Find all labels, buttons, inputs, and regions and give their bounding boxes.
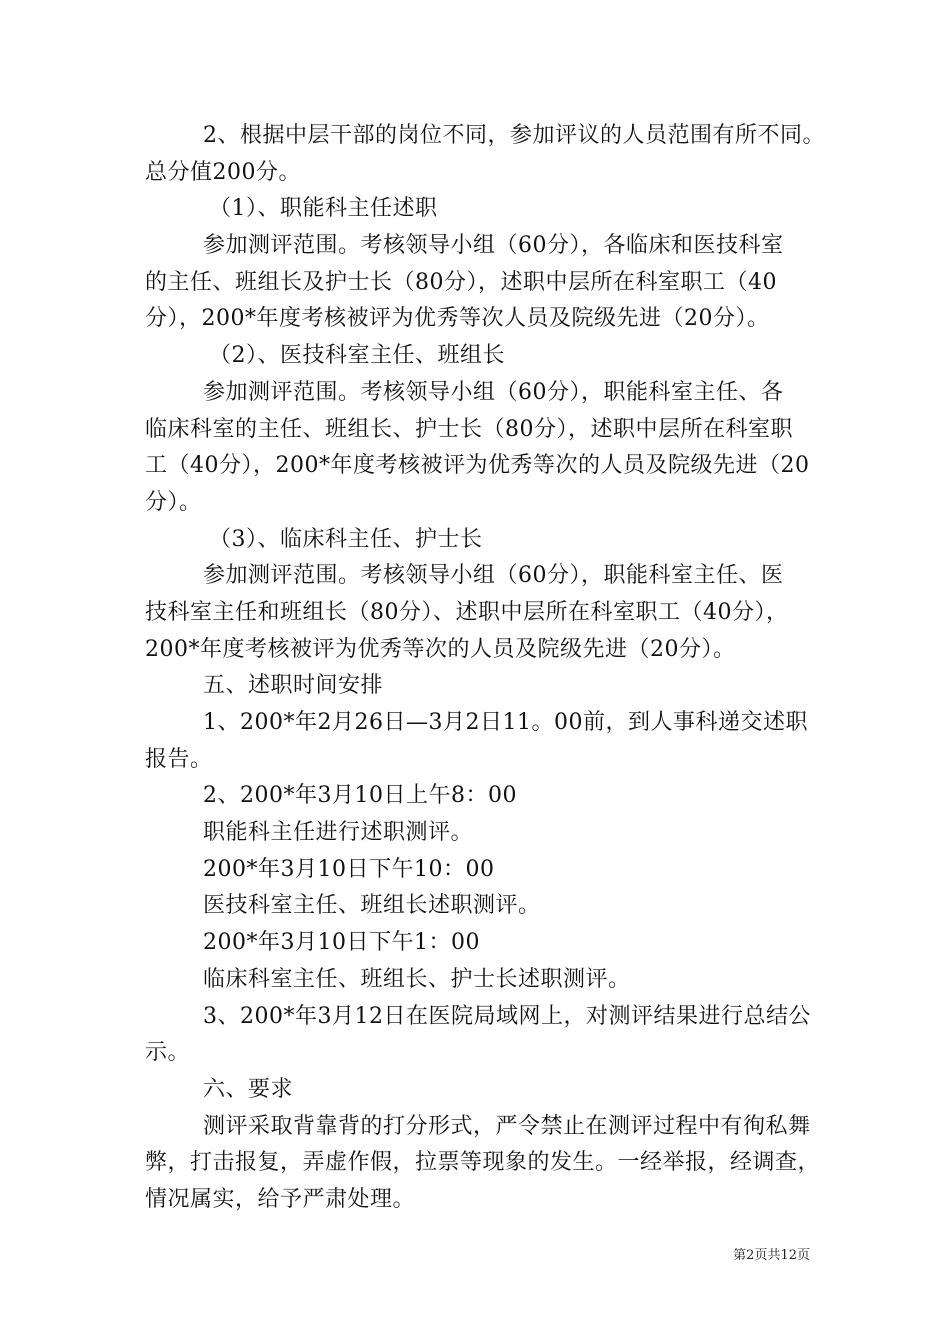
section-heading: 六、要求: [203, 1076, 294, 1102]
paragraph-line: 2、200*年3月10日上午8：00: [203, 783, 517, 809]
paragraph-line: 参加测评范围。考核领导小组（60分），各临床和医技科室: [203, 233, 784, 259]
section-heading: （2）、医技科室主任、班组长: [209, 343, 505, 369]
paragraph-line: 1、200*年2月26日—3月2日11。00前，到人事科递交述职: [203, 710, 808, 735]
paragraph-line: 分），200*年度考核被评为优秀等次人员及院级先进（20分）。: [145, 306, 770, 332]
paragraph-line: 报告。: [145, 746, 213, 772]
paragraph-line: 分）。: [145, 489, 202, 515]
section-heading: 五、述职时间安排: [203, 673, 384, 699]
section-heading: （3）、临床科主任、护士长: [209, 526, 483, 552]
paragraph-line: 情况属实，给予严肃处理。: [145, 1186, 416, 1212]
paragraph-line: 200*年3月10日下午10：00: [203, 856, 495, 882]
section-heading: （1）、职能科主任述职: [209, 196, 438, 222]
paragraph-line: 总分值200分。: [145, 159, 301, 185]
paragraph-line: 示。: [145, 1040, 191, 1066]
paragraph-line: 职能科主任进行述职测评。: [203, 820, 474, 846]
paragraph-line: 的主任、班组长及护士长（80分），述职中层所在科室职工（40: [145, 269, 777, 295]
paragraph-line: 技科室主任和班组长（80分）、述职中层所在科室职工（40分），: [145, 599, 789, 625]
paragraph-line: 工（40分），200*年度考核被评为优秀等次的人员及院级先进（20: [145, 453, 810, 479]
paragraph-line: 3、200*年3月12日在医院局域网上，对测评结果进行总结公: [203, 1003, 811, 1029]
paragraph-line: 临床科室主任、班组长、护士长述职测评。: [203, 966, 631, 992]
paragraph-line: 200*年3月10日下午1：00: [203, 930, 480, 956]
paragraph-line: 弊，打击报复，弄虚作假，拉票等现象的发生。一经举报，经调查，: [145, 1150, 821, 1176]
paragraph-line: 医技科室主任、班组长述职测评。: [203, 893, 541, 919]
paragraph-line: 参加测评范围。考核领导小组（60分），职能科室主任、医: [203, 563, 784, 589]
page-number: 第2页共12页: [733, 1248, 810, 1263]
paragraph-line: 2、根据中层干部的岗位不同，参加评议的人员范围有所不同。: [203, 123, 825, 148]
document-body: [145, 118, 825, 1219]
paragraph-line: 200*年度考核被评为优秀等次的人员及院级先进（20分）。: [145, 636, 736, 662]
paragraph-line: 测评采取背靠背的打分形式，严令禁止在测评过程中有徇私舞: [203, 1113, 811, 1139]
paragraph-line: 临床科室的主任、班组长、护士长（80分），述职中层所在科室职: [145, 416, 793, 442]
paragraph-line: 参加测评范围。考核领导小组（60分），职能科室主任、各: [203, 379, 784, 405]
